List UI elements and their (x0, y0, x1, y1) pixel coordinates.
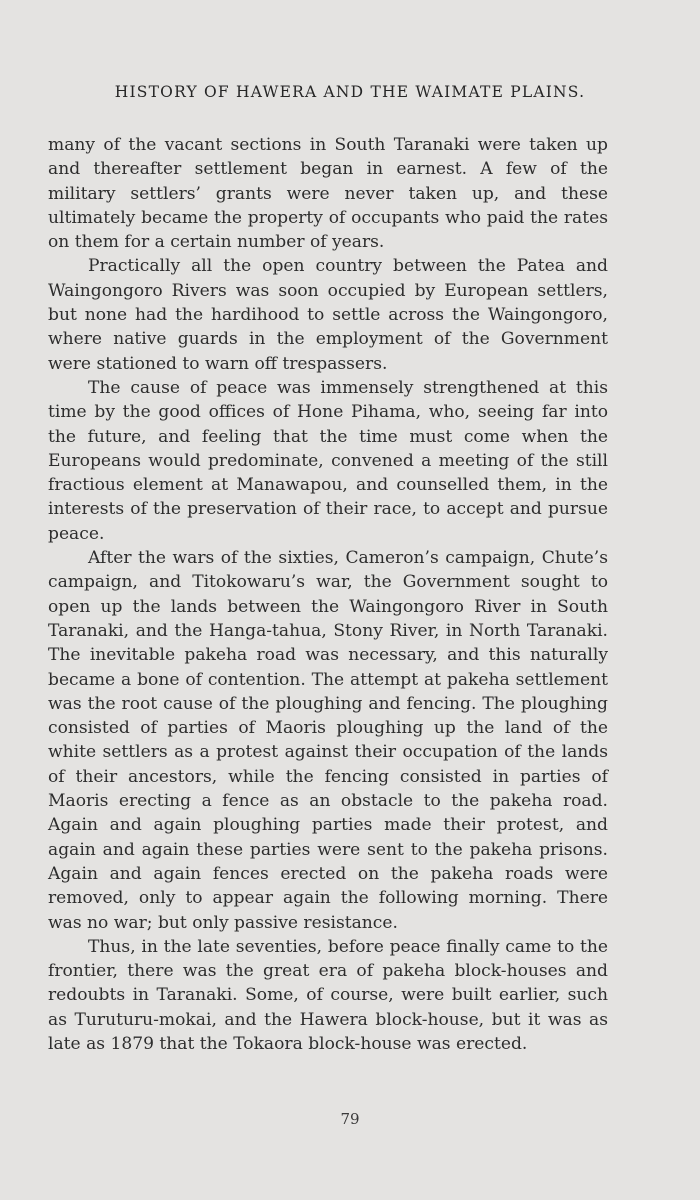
paragraph-2: Practically all the open country between the Patea and Waingongoro Rivers was soon occupied by European settlers, but none had the hardihood to settle across the Waingongoro, where native guards in the employment of the Government were stationed to warn off trespassers. (48, 256, 608, 374)
paragraph-3: The cause of peace was immensely strengthened at this time by the good offices of Hone Pihama, who, seeing far into the future, and feeling that the time must come when the Europeans would predominate, convened a meeting of the still fractious element at Manawapou, and counselled them, in the interests of the preservation of their race, to accept and pursue peace. (48, 377, 608, 544)
paragraph-1: many of the vacant sections in South Taranaki were taken up and thereafter settlement began in earnest. A few of the military settlers’ grants were never taken up, and these ultimately became the property of occupants who paid the rates on them for a certain number of years. (48, 135, 608, 253)
paragraph-4: After the wars of the sixties, Cameron’s campaign, Chute’s campaign, and Titokowaru’s war, the Government sought to open up the lands between the Waingongoro River in South Taranaki, and the Hanga-tahua, Stony River, in North Taranaki. The inevitable pakeha road was necessary, and this naturally became a bone of contention. The attempt at pakeha settlement was the root cause of the ploughing and fencing. The ploughing consisted of parties of Maoris ploughing up the land of the white settlers as a protest against their occupation of the lands of their ancestors, while the fencing consisted in parties of Maoris erecting a fence as an obstacle to the pakeha road. Again and again ploughing parties made their protest, and again and again these parties were sent to the pakeha prisons. Again and again fences erected on the pakeha roads were removed, only to appear again the following morning. There was no war; but only passive resistance. (48, 548, 608, 933)
paragraph-5: Thus, in the late seventies, before peace finally came to the frontier, there was the great era of pakeha block-houses and redoubts in Taranaki. Some, of course, were built earlier, such as Turuturu-mokai, and the Hawera block-house, but it was as late as 1879 that the Tokaora block-house was erected. (48, 936, 608, 1054)
body-text (48, 133, 608, 1056)
page-number: 79 (340, 1110, 360, 1128)
running-header: HISTORY OF HAWERA AND THE WAIMATE PLAINS. (114, 83, 586, 101)
